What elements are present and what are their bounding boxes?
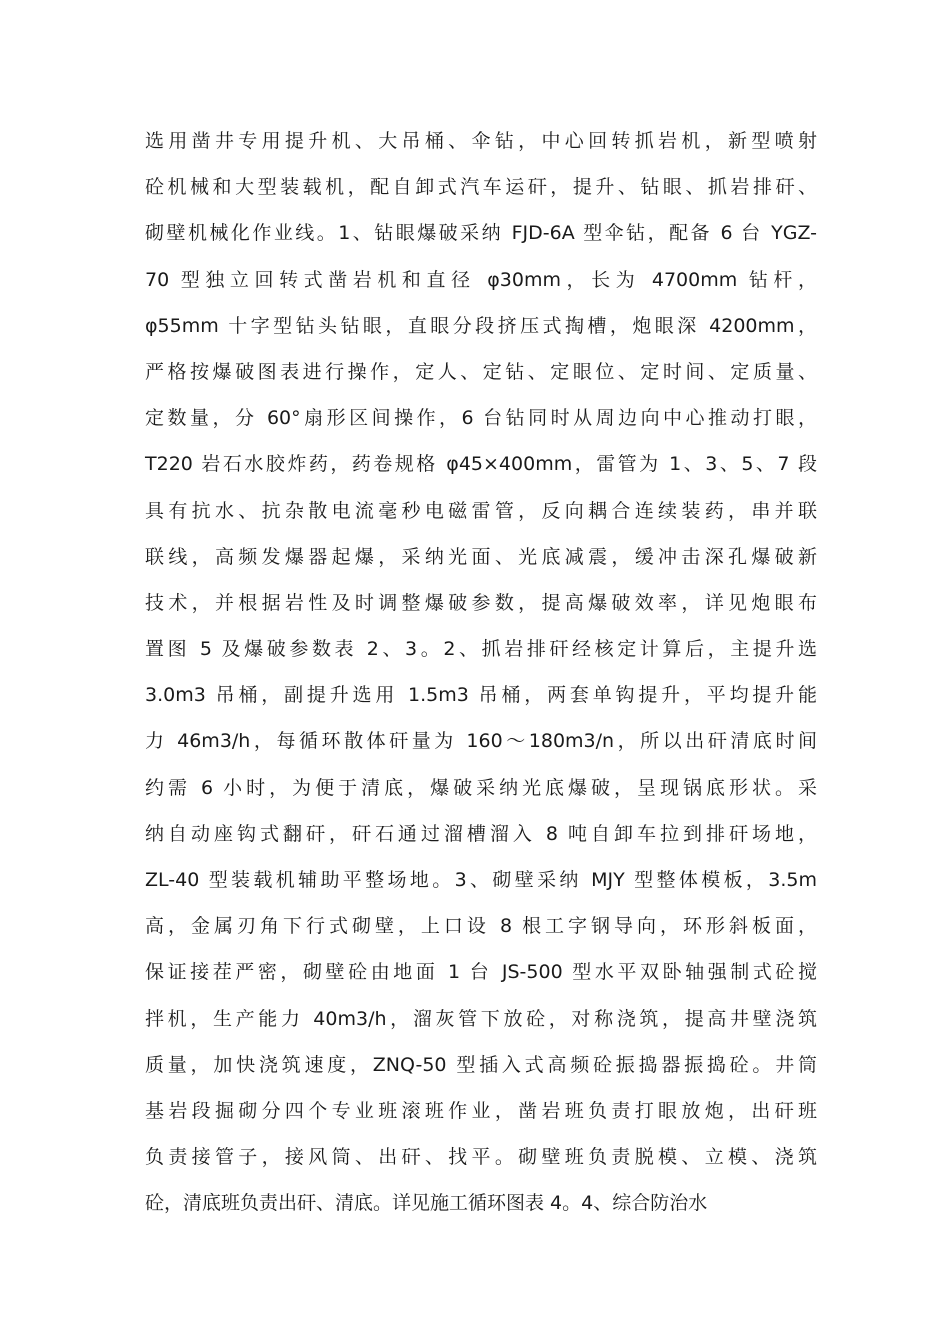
text-line: 选用凿井专用提升机、大吊桶、伞钻，中心回转抓岩机，新型喷射 (145, 130, 817, 152)
text-line: 高，金属刃角下行式砌壁，上口设 8 根工字钢导向，环形斜板面， (145, 915, 817, 938)
text-line: 砼，清底班负责出矸、清底。详见施工循环图表 4。4、综合防治水 (145, 1192, 708, 1215)
text-line: 拌机，生产能力 40m3/h，溜灰管下放砼，对称浇筑，提高井壁浇筑 (145, 1007, 817, 1030)
text-line: 置图 5 及爆破参数表 2、3。2、抓岩排矸经核定计算后，主提升选 (145, 638, 817, 661)
text-line: ZL-40 型装载机辅助平整场地。3、砌壁采纳 MJY 型整体模板，3.5m (145, 869, 817, 891)
text-line: 质量，加快浇筑速度，ZNQ-50 型插入式高频砼振捣器振捣砼。井筒 (145, 1053, 817, 1076)
text-line: 定数量，分 60°扇形区间操作，6 台钻同时从周边向中心推动打眼， (145, 407, 817, 430)
text-line: 力 46m3/h，每循环散体矸量为 160～180m3/n，所以出矸清底时间 (145, 730, 817, 753)
text-line: T220 岩石水胶炸药，药卷规格 φ45×400mm，雷管为 1、3、5、7 段 (145, 453, 817, 476)
text-line: 严格按爆破图表进行操作，定人、定钻、定眼位、定时间、定质量、 (145, 360, 817, 383)
text-line: 技术，并根据岩性及时调整爆破参数，提高爆破效率，详见炮眼布 (145, 591, 817, 614)
text-line: 负责接管子，接风筒、出矸、找平。砌壁班负责脱模、立模、浇筑 (145, 1146, 817, 1169)
text-line: 70 型独立回转式凿岩机和直径 φ30mm，长为 4700mm 钻杆， (145, 268, 817, 291)
text-line: 砌壁机械化作业线。1、钻眼爆破采纳 FJD-6A 型伞钻，配备 6 台 YGZ- (145, 222, 817, 245)
text-line: 砼机械和大型装载机，配自卸式汽车运矸，提升、钻眼、抓岩排矸、 (145, 176, 817, 199)
body-paragraph (145, 118, 817, 1227)
text-line: 约需 6 小时，为便于清底，爆破采纳光底爆破，呈现锅底形状。采 (145, 776, 817, 799)
text-line: 联线，高频发爆器起爆，采纳光面、光底减震，缓冲击深孔爆破新 (145, 545, 817, 568)
text-line: 具有抗水、抗杂散电流毫秒电磁雷管，反向耦合连续装药，串并联 (145, 499, 817, 522)
text-line: 基岩段掘砌分四个专业班滚班作业，凿岩班负责打眼放炮，出矸班 (145, 1099, 817, 1122)
text-line: 3.0m3 吊桶，副提升选用 1.5m3 吊桶，两套单钩提升，平均提升能 (145, 684, 817, 707)
text-line: 保证接茬严密，砌壁砼由地面 1 台 JS-500 型水平双卧轴强制式砼搅 (145, 961, 817, 984)
text-line: 纳自动座钩式翻矸，矸石通过溜槽溜入 8 吨自卸车拉到排矸场地， (145, 822, 817, 845)
text-line: φ55mm 十字型钻头钻眼，直眼分段挤压式掏槽，炮眼深 4200mm， (145, 314, 817, 337)
